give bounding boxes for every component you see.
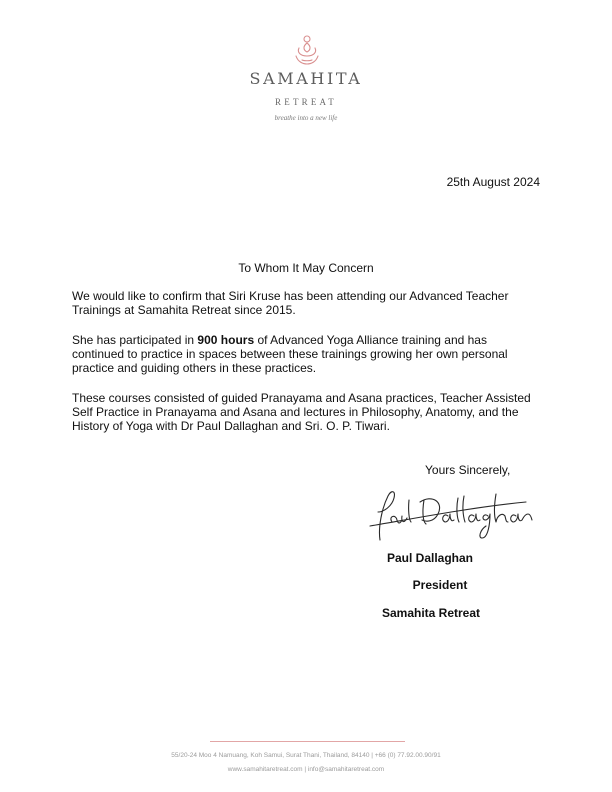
paragraph-confirmation: We would like to confirm that Siri Kruse has been attending our Advanced Teacher Trainings at Samahita Retreat since 2015.: [72, 289, 509, 317]
footer-divider: [210, 741, 405, 742]
salutation: To Whom It May Concern: [238, 261, 374, 275]
paragraph-courses: These courses consisted of guided Pranayama and Asana practices, Teacher Assisted Self Practice in Pranayama and Asana and lectures in Philosophy, Anatomy, and the History of Yoga with Dr Paul Dallaghan and Sri. O. P. Tiwari.: [72, 391, 531, 433]
closing: Yours Sincerely,: [425, 463, 511, 477]
lotus-logo-icon: [293, 34, 321, 66]
footer-contact: www.samahitaretreat.com | info@samahitaretreat.com: [227, 766, 385, 773]
paragraph-hours-rest: of Advanced Yoga Alliance training and has continued to practice in spaces between these trainings growing her own personal practice and guiding others in these practices.: [72, 333, 508, 375]
signatory-name: Paul Dallaghan: [386, 551, 474, 565]
footer-address: 55/20-24 Moo 4 Namuang, Koh Samui, Surat Thani, Thailand, 84140 | +66 (0) 77.92.00.90/91: [171, 752, 441, 759]
signature: [366, 482, 534, 544]
brand-tagline: breathe into a new life: [274, 114, 338, 122]
hours-highlight: 900 hours: [197, 333, 255, 347]
brand-name: SAMAHITA: [249, 69, 363, 88]
signatory-organization: Samahita Retreat: [381, 606, 481, 620]
paragraph-hours-intro: She has participated in: [72, 333, 198, 347]
brand-subtitle: RETREAT: [275, 97, 337, 107]
signatory-title: President: [412, 578, 468, 592]
paragraph-hours: [72, 333, 542, 375]
letter-date: 25th August 2024: [446, 175, 540, 189]
